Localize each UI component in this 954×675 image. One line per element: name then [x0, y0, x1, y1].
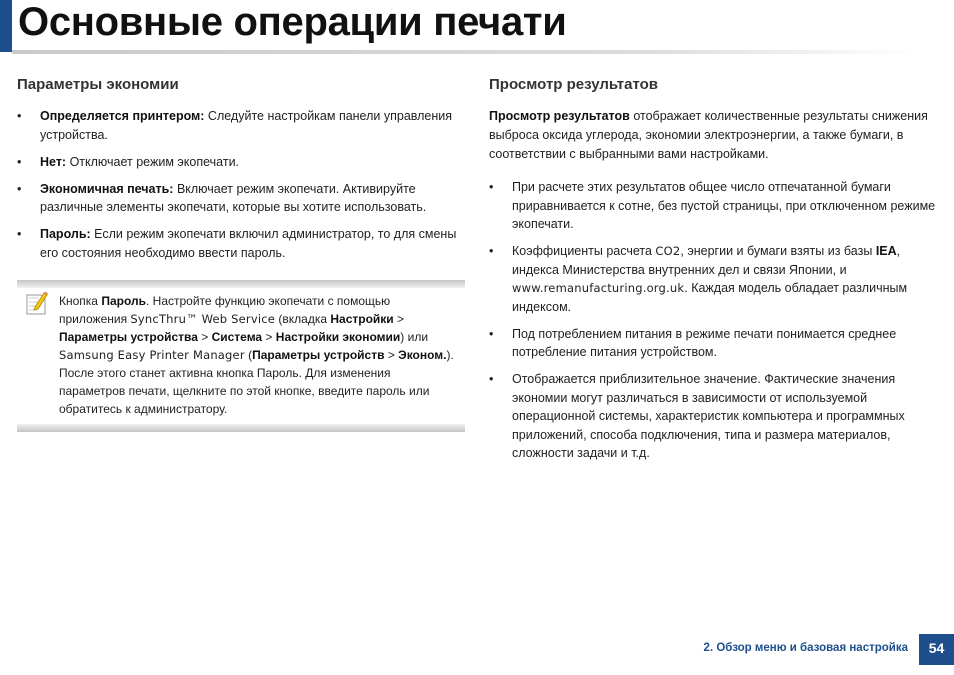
list-item — [17, 225, 465, 262]
economy-options-list — [17, 107, 465, 262]
bullet: • — [17, 109, 22, 123]
note-box — [17, 280, 465, 432]
item-description: Включает режим экопечати. Активируйте различные элементы экопечати, которые вы хотите использовать. — [40, 181, 427, 214]
section-heading-economy: Параметры экономии — [17, 76, 179, 93]
item-description: Следуйте настройкам панели управления устройства. — [40, 109, 453, 142]
title-accent-bar — [0, 0, 12, 52]
item-description: Отображается приблизительное значение. Фактические значения экономии могут различаться в зависимости от используемой операционной системы, характеристик компьютера и программных приложений, способа подключения, типа и размера материалов, сложности задачи и т.д. — [512, 372, 905, 460]
list-item — [489, 178, 939, 234]
bullet: • — [489, 244, 494, 258]
page-title: Основные операции печати — [18, 0, 567, 44]
bullet: • — [489, 326, 494, 341]
item-description: При расчете этих результатов общее число отпечатанной бумаги приравнивается к сотне, без пустой страницы, при отключенном режиме экопечати. — [512, 180, 936, 231]
list-item — [17, 180, 465, 217]
bullet: • — [17, 227, 22, 241]
reference-url: www.remanufacturing.org.uk — [512, 281, 685, 295]
item-term: Определяется принтером: — [40, 109, 205, 123]
bullet: • — [17, 181, 22, 196]
list-item — [17, 107, 465, 144]
item-term: Экономичная печать: — [40, 181, 174, 196]
item-description: Отключает режим экопечати. — [66, 154, 240, 169]
section-heading-results: Просмотр результатов — [489, 76, 658, 93]
footer-chapter-title: 2. Обзор меню и базовая настройка — [703, 642, 908, 654]
right-column — [489, 76, 939, 471]
left-column — [17, 76, 465, 271]
note-bottom-border — [17, 424, 465, 432]
list-item — [489, 325, 939, 362]
item-term: Нет: — [40, 154, 67, 169]
item-term: Пароль: — [40, 227, 91, 241]
bullet: • — [489, 180, 494, 194]
bullet: • — [17, 154, 22, 169]
list-item: • Коэффициенты расчета CO2, энергии и бумаги взяты из базы IEA, индекса Министерства внутренних дел и связи Японии, и www.remanufacturing.org.uk. Каждая модель обладает различным индексом. — [489, 244, 908, 314]
item-description: Под потреблением питания в режиме печати понимается среднее потребление питания устройством. — [512, 326, 897, 359]
results-notes-list — [489, 178, 939, 463]
title-divider — [12, 50, 917, 54]
note-top-border — [17, 280, 465, 288]
bullet: • — [489, 372, 494, 386]
note-text: Кнопка Пароль. Настройте функцию экопечати с помощью приложения SyncThru™ Web Service (вкладка Настройки > Параметры устройства > Система > Настройки экономии) или Samsung Easy Printer Manager (Параметры устройств > Эконом.). После этого станет активна кнопка Пароль. Для изменения параметров печати, щелкните по этой кнопке, введите пароль или обратитесь к администратору. — [59, 294, 454, 416]
page-number: 54 — [919, 634, 954, 665]
note-pencil-icon — [25, 290, 49, 316]
item-description: Если режим экопечати включил администратор, то для смены его состояния необходимо ввести пароль. — [40, 227, 457, 260]
results-intro: Просмотр результатов отображает количественные результаты снижения выброса оксида углерода, экономии электроэнергии, а также бумаги, в соответствии с выбранными вами настройками. — [489, 109, 928, 161]
list-item — [489, 370, 939, 463]
list-item — [17, 153, 465, 172]
